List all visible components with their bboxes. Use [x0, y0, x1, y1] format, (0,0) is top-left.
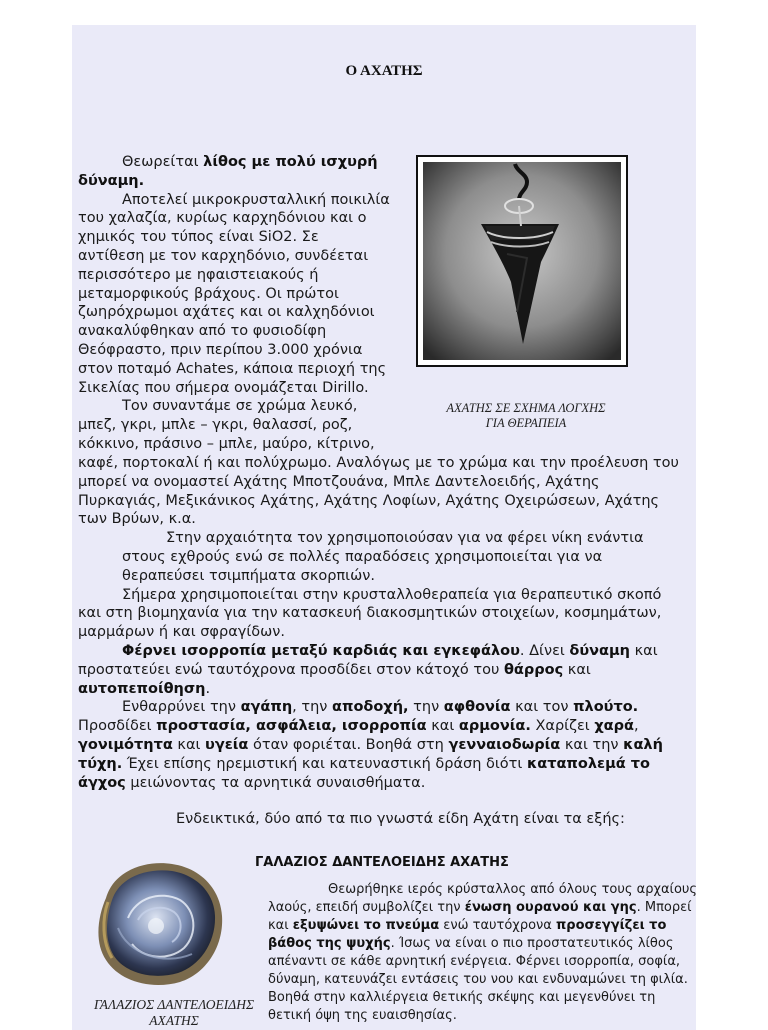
- bold-run: λίθος με πολύ ισχυρή: [203, 154, 378, 170]
- text-run: Στην αρχαιότητα τον χρησιμοποιούσαν για να φέρει νίκη ενάντια στους εχθρούς ενώ σε πολλές παραδόσεις χρησιμοποιείται για να θεραπεύσει τσιμπήματα σκορπιών.: [122, 530, 644, 584]
- paragraph-intro-types: Ενδεικτικά, δύο από τα πιο γνωστά είδη Αχάτη είναι τα εξής:: [176, 811, 625, 828]
- text-run: . Δίνει: [519, 642, 570, 659]
- text-line: του χαλαζία, κυρίως καρχηδόνιου και ο: [78, 210, 367, 227]
- text-run: Προσδίδει: [78, 718, 157, 735]
- text-line: ανακαλύφθηκαν από το φυσιοδίφη: [78, 323, 327, 340]
- text-run: ενώ ταυτόχρονα: [439, 918, 556, 933]
- bold-run: Φέρνει ισορροπία μεταξύ καρδιάς και εγκεφάλου: [122, 642, 520, 659]
- bold-run: αρμονία.: [458, 718, 531, 735]
- bold-run: γονιμότητα: [78, 736, 173, 753]
- paragraph-virtues: [78, 698, 684, 792]
- text-run: Έχει επίσης ηρεμιστική και κατευναστική δράση διότι: [122, 755, 527, 772]
- bold-run: αυτοπεποίθηση: [78, 680, 206, 697]
- text-line: Θεόφραστο, πριν περίπου 3.000 χρόνια: [78, 341, 363, 358]
- text-line: [78, 172, 408, 191]
- paragraph-colors: καφέ, πορτοκαλί ή και πολύχρωμο. Αναλόγως με το χρώμα και την προέλευση του μπορεί να ονομαστεί Αχάτης Μποτζουάνα, Μπλε Δαντελοειδής, Αχάτης Πυρκαγιάς, Μεξικάνικος Αχάτης, Αχάτης Λοφίων, Αχάτης Οχειρώσεων, Αχάτης των Βρύων, κ.α.: [78, 455, 679, 528]
- bold-run: χαρά: [594, 718, 634, 735]
- bold-run: προσεγγίζει το βάθος της ψυχής: [268, 918, 667, 951]
- text-line: μεταμορφικούς βράχους. Οι πρώτοι: [78, 285, 339, 302]
- text-run: .: [205, 680, 211, 697]
- text-run: ,: [633, 718, 639, 735]
- text-run: και την: [560, 736, 624, 753]
- text-run: . Ίσως να είναι ο πιο προστατευτικός λίθος απέναντι σε κάθε αρνητική ενέργεια. Φέρνει ισορροπία, σοφία, δύναμη, κατευνάζει εντάσεις του νου και ενδυναμώνει τη φιλία. Βοηθά στην καλλιέργεια θετικής σκέψης και μεγενθύνει τη θετική όψη της ευαισθησίας.: [268, 936, 688, 1023]
- paragraph-today: [78, 586, 684, 642]
- spacer: [78, 792, 684, 810]
- page-title: Ο ΑΧΑΤΗΣ: [345, 63, 423, 79]
- text-line: αντίθεση με τον καρχηδόνιο, συνδέεται: [78, 247, 369, 264]
- bold-run: ένωση ουρανού και γης: [464, 900, 637, 915]
- text-line: ζωηρόχρωμοι αχάτες και οι καλχηδόνιοι: [78, 304, 375, 321]
- bold-run: πλούτο.: [573, 699, 639, 716]
- agate-pendant-image: [423, 162, 621, 360]
- text-run: . Μπορεί και: [268, 900, 692, 933]
- text-line: Αποτελεί μικροκρυσταλλική ποικιλία: [122, 191, 390, 208]
- caption-line: ΑΧΑΤΗΣ: [149, 1013, 199, 1028]
- text-run: όταν φοριέται. Βοηθά στη: [248, 736, 449, 753]
- text-run: Θεωρείται: [122, 154, 204, 170]
- text-run: την: [408, 699, 444, 716]
- text-run: , την: [292, 699, 333, 716]
- lace-agate-caption: [76, 997, 272, 1029]
- text-run: και: [172, 736, 206, 753]
- caption-line: ΓΑΛΑΖΙΟΣ ΔΑΝΤΕΛΟΕΙΔΗΣ: [94, 997, 254, 1012]
- bold-run: υγεία: [205, 736, 249, 753]
- bold-run: γενναιοδωρία: [448, 736, 561, 753]
- bold-run: αγάπη: [240, 699, 293, 716]
- text-line: κόκκινο, πράσινο – μπλε, μαύρο, κίτρινο,: [78, 435, 375, 452]
- text-line: Τον συναντάμε σε χρώμα λευκό,: [122, 398, 358, 415]
- bold-run: θάρρος: [503, 661, 564, 678]
- section-heading: ΓΑΛΑΖΙΟΣ ΔΑΝΤΕΛΟΕΙΔΗΣ ΑΧΑΤΗΣ: [255, 855, 509, 870]
- pendant-image-frame: [416, 155, 628, 367]
- caption-line: ΓΙΑ ΘΕΡΑΠΕΙΑ: [485, 416, 567, 430]
- document-page: [72, 25, 696, 1030]
- text-line: χημικός του τύπος είναι SiO2. Σε: [78, 229, 319, 246]
- text-run: και: [563, 661, 591, 678]
- text-line: στον ποταμό Achates, κάποια περιοχή της: [78, 360, 387, 377]
- bold-run: δύναμη: [569, 642, 631, 659]
- blue-lace-agate-image: [88, 858, 228, 990]
- text-run: και προστατεύει ενώ ταυτόχρονα προσδίδει στον κάτοχό του: [78, 642, 658, 678]
- text-line: περισσότερο με ηφαιστειακούς ή: [78, 266, 319, 283]
- paragraph-balance: [78, 642, 684, 698]
- text-run: και: [426, 718, 459, 735]
- text-run: και τον: [510, 699, 574, 716]
- bold-run: αφθονία: [443, 699, 511, 716]
- text-line: μπεζ, γκρι, μπλε – γκρι, θαλασσί, ροζ,: [78, 417, 353, 434]
- main-body: [78, 454, 684, 829]
- text-run: Θεωρήθηκε ιερός κρύσταλλος από όλους τους αρχαίους λαούς, επειδή συμβολίζει την: [268, 882, 698, 915]
- text-run: μειώνοντας τα αρνητικά συναισθήματα.: [125, 774, 426, 791]
- text-run: Σήμερα χρησιμοποιείται στην κρυσταλλοθεραπεία για θεραπευτικό σκοπό και στη βιομηχανία για την κατασκευή διακοσμητικών στοιχείων, κοσμημάτων, μαρμάρων ή και σφραγίδων.: [78, 586, 662, 641]
- text-run: Χαρίζει: [530, 718, 595, 735]
- caption-line: ΑΧΑΤΗΣ ΣΕ ΣΧΗΜΑ ΛΟΓΧΗΣ: [446, 401, 606, 415]
- bold-run: προστασία, ασφάλεια, ισορροπία: [156, 718, 427, 735]
- bold-run: καταπολεμά το άγχος: [78, 755, 650, 791]
- bold-run: καλή τύχη.: [78, 736, 663, 772]
- bold-run: αποδοχή,: [332, 699, 409, 716]
- lace-agate-description: [268, 881, 698, 1025]
- intro-column: [78, 153, 408, 454]
- text-run: Ενθαρρύνει την: [122, 699, 241, 716]
- pendant-caption: [426, 401, 626, 431]
- bold-run: εξυψώνει το πνεύμα: [292, 918, 440, 933]
- paragraph-ancient: [78, 529, 684, 585]
- text-line: Σικελίας που σήμερα ονομάζεται Dirillo.: [78, 379, 369, 396]
- text-line: [78, 153, 408, 172]
- bold-run: δύναμη.: [78, 172, 145, 189]
